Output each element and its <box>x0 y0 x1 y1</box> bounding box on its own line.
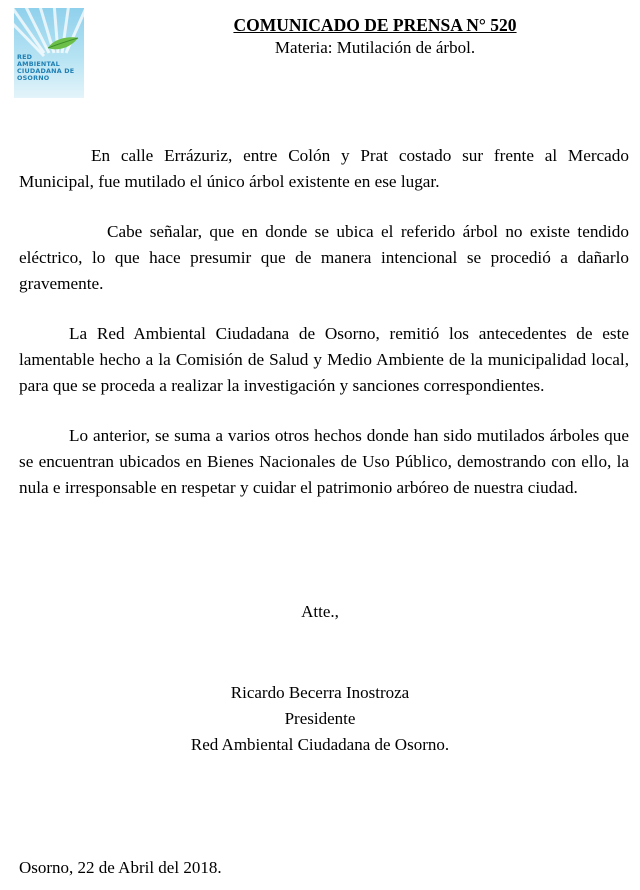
paragraph: En calle Errázuriz, entre Colón y Prat costado sur frente al Mercado Municipal, fue mutilado el único árbol existente en ese lugar. <box>19 146 629 191</box>
paragraph: Lo anterior, se suma a varios otros hechos donde han sido mutilados árboles que se encuentran ubicados en Bienes Nacionales de Uso Público, demostrando con ello, la nula e irresponsable en respetar y cuidar el patrimonio arbóreo de nuestra ciudad. <box>19 426 629 497</box>
paragraph: Cabe señalar, que en donde se ubica el referido árbol no existe tendido eléctrico, lo que hace presumir que de manera intencional se procedió a dañarlo gravemente. <box>19 222 629 293</box>
signer-name: Ricardo Becerra Inostroza <box>230 683 410 702</box>
document-body <box>19 143 629 501</box>
signer-role: Presidente <box>284 709 356 728</box>
logo-text <box>17 54 83 82</box>
paragraph: La Red Ambiental Ciudadana de Osorno, remitió los antecedentes de este lamentable hecho a la Comisión de Salud y Medio Ambiente de la municipalidad local, para que se proceda a realizar la investigación y sanciones correspondientes. <box>19 324 629 395</box>
organization-logo <box>14 8 84 98</box>
signer-organization: Red Ambiental Ciudadana de Osorno. <box>190 735 450 754</box>
signature-block <box>0 680 640 758</box>
document-date: Osorno, 22 de Abril del 2018. <box>19 858 222 877</box>
document-title: COMUNICADO DE PRENSA N° 520 <box>233 15 517 35</box>
logo-text-line: AMBIENTAL <box>17 60 60 68</box>
document-header <box>110 14 640 60</box>
logo-text-line: OSORNO <box>17 74 50 82</box>
logo-text-line: CIUDADANA DE <box>17 67 75 75</box>
logo-text-line: RED <box>17 53 33 61</box>
document-subject: Materia: Mutilación de árbol. <box>274 38 476 57</box>
closing-salutation: Atte., <box>301 602 339 621</box>
